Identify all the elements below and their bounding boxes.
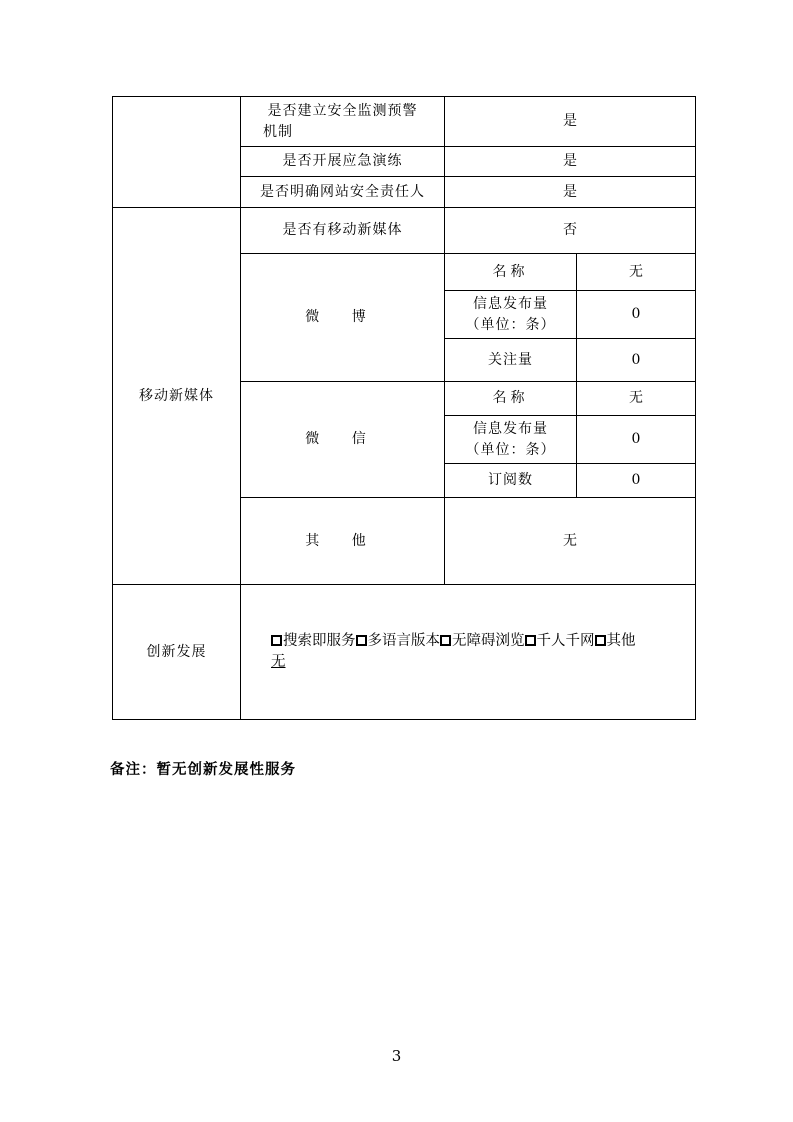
checkbox-icon[interactable] bbox=[271, 635, 282, 646]
warning-label-line1: 是否建立安全监测预警 bbox=[267, 102, 418, 119]
option-label: 无障碍浏览 bbox=[452, 633, 525, 649]
owner-value: 是 bbox=[445, 177, 696, 208]
weibo-followers-label: 关注量 bbox=[445, 339, 577, 382]
option-label: 其他 bbox=[606, 633, 636, 649]
media-section-label: 移动新媒体 bbox=[113, 208, 241, 585]
performance-table bbox=[112, 96, 696, 720]
checkbox-icon[interactable] bbox=[440, 635, 451, 646]
wechat-posts-label bbox=[445, 416, 577, 464]
other-value: 无 bbox=[445, 498, 696, 585]
warning-label bbox=[241, 97, 445, 147]
drill-label: 是否开展应急演练 bbox=[241, 147, 445, 177]
wechat-subscribers-value: 0 bbox=[577, 464, 696, 498]
checkbox-icon[interactable] bbox=[356, 635, 367, 646]
option-label: 千人千网 bbox=[536, 633, 595, 649]
weibo-label: 微 博 bbox=[241, 254, 445, 382]
owner-label: 是否明确网站安全责任人 bbox=[241, 177, 445, 208]
weibo-followers-value: 0 bbox=[577, 339, 696, 382]
weibo-name-label: 名称 bbox=[445, 254, 577, 291]
innovation-options bbox=[241, 585, 696, 720]
warning-value: 是 bbox=[445, 97, 696, 147]
other-label: 其 他 bbox=[241, 498, 445, 585]
has-media-label: 是否有移动新媒体 bbox=[241, 208, 445, 254]
option-label: 多语言版本 bbox=[367, 633, 440, 649]
drill-value: 是 bbox=[445, 147, 696, 177]
option-label: 搜索即服务 bbox=[283, 633, 356, 649]
remark-note: 备注：暂无创新发展性服务 bbox=[110, 762, 296, 778]
page-number: 3 bbox=[391, 1047, 402, 1065]
checkbox-icon[interactable] bbox=[595, 635, 606, 646]
warning-label-text bbox=[241, 101, 444, 143]
wechat-name-value: 无 bbox=[577, 382, 696, 416]
wechat-name-label: 名称 bbox=[445, 382, 577, 416]
checkbox-icon[interactable] bbox=[525, 635, 536, 646]
wechat-label: 微 信 bbox=[241, 382, 445, 498]
innovation-other-value: 无 bbox=[271, 654, 286, 670]
weibo-posts-label-line2: （单位：条） bbox=[465, 316, 556, 333]
weibo-posts-value: 0 bbox=[577, 291, 696, 339]
innovation-checkbox-row bbox=[271, 631, 695, 652]
warning-label-line2: 机制 bbox=[263, 123, 293, 140]
wechat-posts-value: 0 bbox=[577, 416, 696, 464]
innovation-section-label: 创新发展 bbox=[113, 585, 241, 720]
weibo-posts-label bbox=[445, 291, 577, 339]
wechat-subscribers-label: 订阅数 bbox=[445, 464, 577, 498]
wechat-posts-label-line1: 信息发布量 bbox=[473, 420, 548, 437]
security-section-cell bbox=[113, 97, 241, 208]
wechat-posts-label-line2: （单位：条） bbox=[465, 441, 556, 458]
has-media-value: 否 bbox=[445, 208, 696, 254]
weibo-posts-label-line1: 信息发布量 bbox=[473, 295, 548, 312]
weibo-name-value: 无 bbox=[577, 254, 696, 291]
